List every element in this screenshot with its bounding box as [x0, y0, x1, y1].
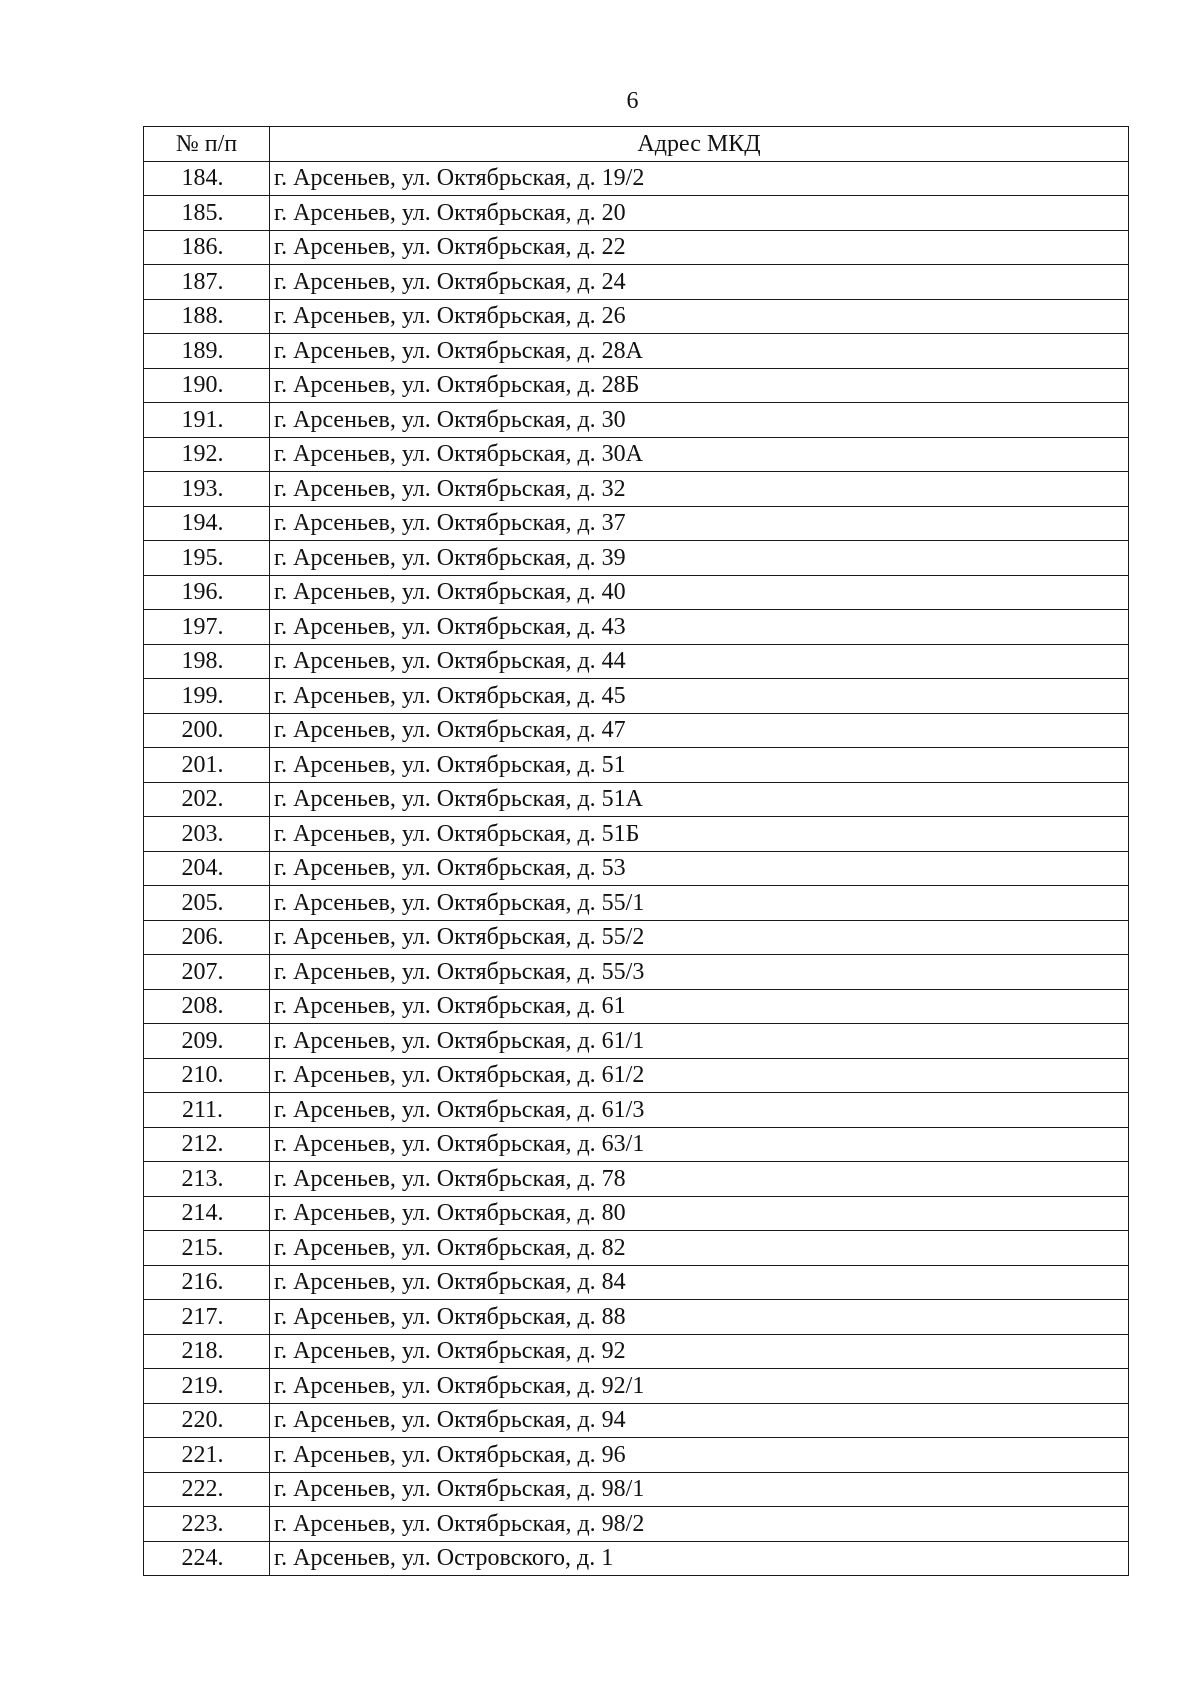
row-number: 184. [144, 161, 270, 196]
row-number: 208. [144, 989, 270, 1024]
row-number: 215. [144, 1231, 270, 1266]
row-address: г. Арсеньев, ул. Октябрьская, д. 28А [270, 334, 1129, 369]
row-address: г. Арсеньев, ул. Октябрьская, д. 51Б [270, 817, 1129, 852]
row-number: 222. [144, 1472, 270, 1507]
table-row [144, 265, 1129, 300]
row-number: 216. [144, 1265, 270, 1300]
row-number: 192. [144, 437, 270, 472]
column-header-address: Адрес МКД [270, 127, 1129, 162]
column-header-number: № п/п [144, 127, 270, 162]
table-row [144, 334, 1129, 369]
table-header-row [144, 127, 1129, 162]
table-row [144, 644, 1129, 679]
address-table [143, 126, 1129, 1576]
row-address: г. Арсеньев, ул. Октябрьская, д. 80 [270, 1196, 1129, 1231]
row-address: г. Арсеньев, ул. Октябрьская, д. 39 [270, 541, 1129, 576]
table-row [144, 1058, 1129, 1093]
row-number: 196. [144, 575, 270, 610]
table-body [144, 161, 1129, 1576]
page-number: 6 [626, 88, 639, 114]
row-address: г. Арсеньев, ул. Октябрьская, д. 19/2 [270, 161, 1129, 196]
table-row [144, 679, 1129, 714]
row-address: г. Арсеньев, ул. Октябрьская, д. 40 [270, 575, 1129, 610]
table-row [144, 989, 1129, 1024]
row-address: г. Арсеньев, ул. Октябрьская, д. 30А [270, 437, 1129, 472]
row-number: 197. [144, 610, 270, 645]
table-row [144, 817, 1129, 852]
table-row [144, 1196, 1129, 1231]
row-address: г. Арсеньев, ул. Октябрьская, д. 24 [270, 265, 1129, 300]
table-row [144, 1541, 1129, 1576]
table-row [144, 368, 1129, 403]
row-address: г. Арсеньев, ул. Октябрьская, д. 84 [270, 1265, 1129, 1300]
row-address: г. Арсеньев, ул. Октябрьская, д. 55/3 [270, 955, 1129, 990]
row-number: 211. [144, 1093, 270, 1128]
table-row [144, 955, 1129, 990]
row-address: г. Арсеньев, ул. Октябрьская, д. 22 [270, 230, 1129, 265]
row-address: г. Арсеньев, ул. Октябрьская, д. 63/1 [270, 1127, 1129, 1162]
table-row [144, 1162, 1129, 1197]
table-row [144, 1024, 1129, 1059]
table-row [144, 230, 1129, 265]
row-address: г. Арсеньев, ул. Октябрьская, д. 82 [270, 1231, 1129, 1266]
table-row [144, 782, 1129, 817]
row-address: г. Арсеньев, ул. Октябрьская, д. 45 [270, 679, 1129, 714]
row-number: 217. [144, 1300, 270, 1335]
row-number: 201. [144, 748, 270, 783]
row-address: г. Арсеньев, ул. Октябрьская, д. 53 [270, 851, 1129, 886]
row-address: г. Арсеньев, ул. Октябрьская, д. 37 [270, 506, 1129, 541]
row-address: г. Арсеньев, ул. Октябрьская, д. 61 [270, 989, 1129, 1024]
row-number: 223. [144, 1507, 270, 1542]
table-row [144, 748, 1129, 783]
row-number: 190. [144, 368, 270, 403]
row-number: 200. [144, 713, 270, 748]
table-row [144, 1507, 1129, 1542]
row-address: г. Арсеньев, ул. Октябрьская, д. 55/2 [270, 920, 1129, 955]
row-number: 189. [144, 334, 270, 369]
table-row [144, 610, 1129, 645]
row-address: г. Арсеньев, ул. Октябрьская, д. 44 [270, 644, 1129, 679]
table-row [144, 1369, 1129, 1404]
row-address: г. Арсеньев, ул. Октябрьская, д. 51А [270, 782, 1129, 817]
table-row [144, 1334, 1129, 1369]
row-address: г. Арсеньев, ул. Октябрьская, д. 98/2 [270, 1507, 1129, 1542]
row-address: г. Арсеньев, ул. Октябрьская, д. 30 [270, 403, 1129, 438]
row-number: 213. [144, 1162, 270, 1197]
row-address: г. Арсеньев, ул. Октябрьская, д. 96 [270, 1438, 1129, 1473]
row-number: 188. [144, 299, 270, 334]
row-address: г. Арсеньев, ул. Октябрьская, д. 61/2 [270, 1058, 1129, 1093]
table-row [144, 541, 1129, 576]
row-number: 204. [144, 851, 270, 886]
row-number: 206. [144, 920, 270, 955]
table-row [144, 886, 1129, 921]
table-row [144, 1472, 1129, 1507]
row-address: г. Арсеньев, ул. Октябрьская, д. 61/1 [270, 1024, 1129, 1059]
table-row [144, 851, 1129, 886]
table-row [144, 1438, 1129, 1473]
table-row [144, 437, 1129, 472]
row-number: 221. [144, 1438, 270, 1473]
row-address: г. Арсеньев, ул. Октябрьская, д. 26 [270, 299, 1129, 334]
row-address: г. Арсеньев, ул. Октябрьская, д. 92/1 [270, 1369, 1129, 1404]
table-row [144, 920, 1129, 955]
row-address: г. Арсеньев, ул. Октябрьская, д. 43 [270, 610, 1129, 645]
row-address: г. Арсеньев, ул. Октябрьская, д. 32 [270, 472, 1129, 507]
table-row [144, 713, 1129, 748]
row-number: 186. [144, 230, 270, 265]
row-number: 209. [144, 1024, 270, 1059]
row-number: 198. [144, 644, 270, 679]
row-number: 224. [144, 1541, 270, 1576]
row-address: г. Арсеньев, ул. Октябрьская, д. 61/3 [270, 1093, 1129, 1128]
row-address: г. Арсеньев, ул. Октябрьская, д. 78 [270, 1162, 1129, 1197]
row-number: 212. [144, 1127, 270, 1162]
table-row [144, 403, 1129, 438]
row-number: 210. [144, 1058, 270, 1093]
table-row [144, 161, 1129, 196]
row-address: г. Арсеньев, ул. Октябрьская, д. 94 [270, 1403, 1129, 1438]
table-row [144, 472, 1129, 507]
row-number: 205. [144, 886, 270, 921]
table-row [144, 1127, 1129, 1162]
table-row [144, 1265, 1129, 1300]
table-row [144, 1093, 1129, 1128]
row-number: 202. [144, 782, 270, 817]
table-row [144, 1300, 1129, 1335]
row-number: 220. [144, 1403, 270, 1438]
row-number: 203. [144, 817, 270, 852]
row-number: 185. [144, 196, 270, 231]
row-number: 218. [144, 1334, 270, 1369]
row-address: г. Арсеньев, ул. Островского, д. 1 [270, 1541, 1129, 1576]
table-row [144, 506, 1129, 541]
row-number: 219. [144, 1369, 270, 1404]
row-address: г. Арсеньев, ул. Октябрьская, д. 88 [270, 1300, 1129, 1335]
row-address: г. Арсеньев, ул. Октябрьская, д. 47 [270, 713, 1129, 748]
row-number: 191. [144, 403, 270, 438]
table-row [144, 299, 1129, 334]
row-address: г. Арсеньев, ул. Октябрьская, д. 55/1 [270, 886, 1129, 921]
row-number: 193. [144, 472, 270, 507]
row-address: г. Арсеньев, ул. Октябрьская, д. 20 [270, 196, 1129, 231]
row-address: г. Арсеньев, ул. Октябрьская, д. 28Б [270, 368, 1129, 403]
row-number: 199. [144, 679, 270, 714]
row-number: 207. [144, 955, 270, 990]
table-row [144, 1403, 1129, 1438]
row-number: 195. [144, 541, 270, 576]
table-row [144, 1231, 1129, 1266]
row-number: 214. [144, 1196, 270, 1231]
table-row [144, 196, 1129, 231]
table-row [144, 575, 1129, 610]
row-address: г. Арсеньев, ул. Октябрьская, д. 51 [270, 748, 1129, 783]
row-address: г. Арсеньев, ул. Октябрьская, д. 92 [270, 1334, 1129, 1369]
row-number: 187. [144, 265, 270, 300]
row-number: 194. [144, 506, 270, 541]
row-address: г. Арсеньев, ул. Октябрьская, д. 98/1 [270, 1472, 1129, 1507]
